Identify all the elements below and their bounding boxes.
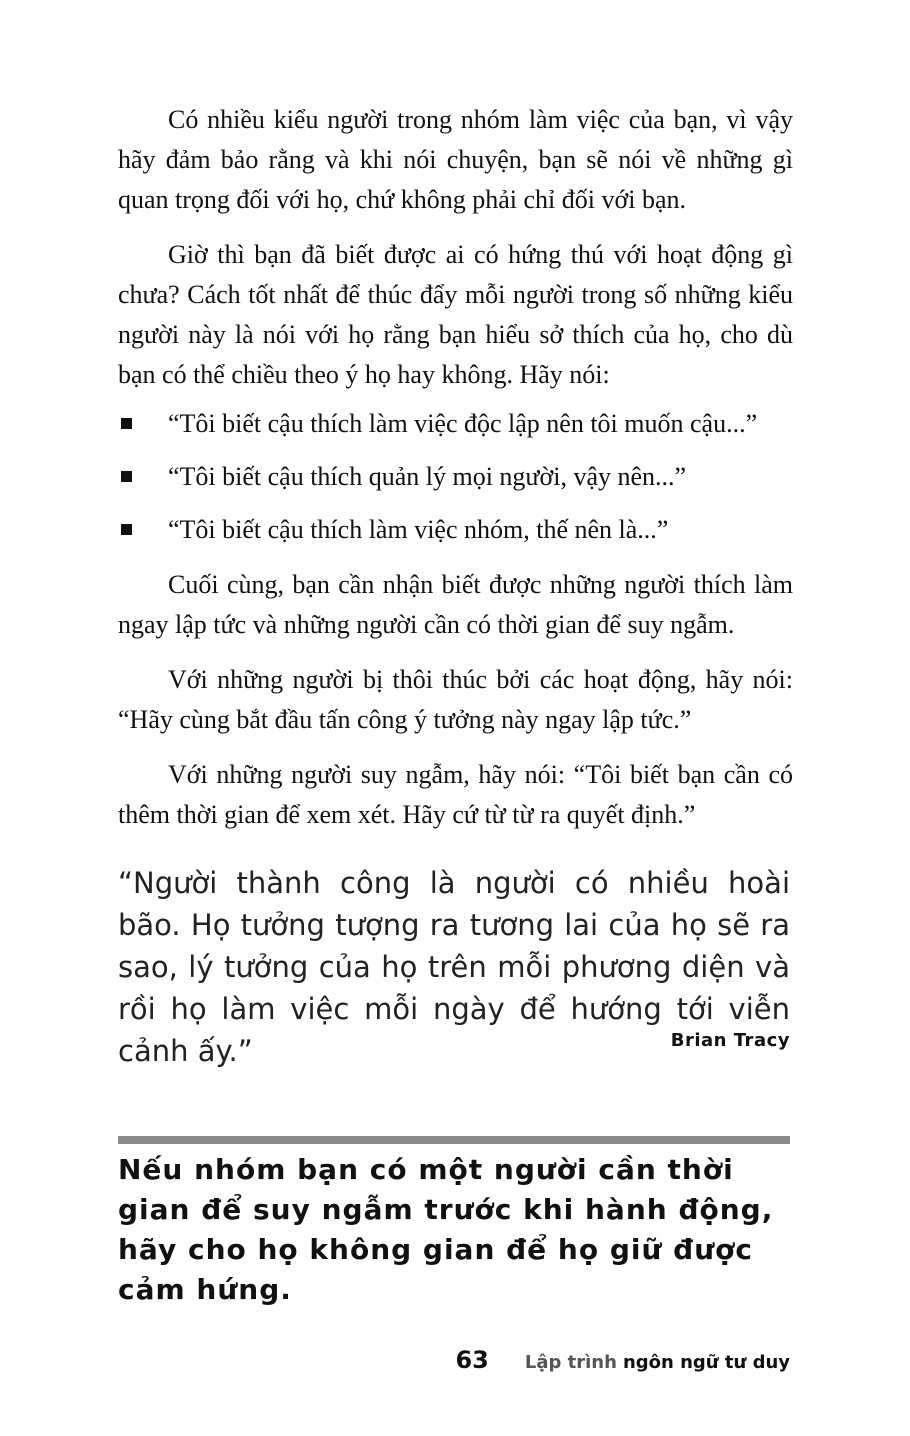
bullet-list (118, 398, 793, 557)
bullet-text: “Tôi biết cậu thích làm việc nhóm, thế nên là...” (168, 515, 669, 544)
divider-rule (118, 1136, 790, 1144)
paragraph-action-vs-reflect: Cuối cùng, bạn cần nhận biết được những người thích làm ngay lập tức và những người cần có thời gian để suy ngẫm. (118, 570, 793, 639)
quote-author: Brian Tracy (670, 1030, 790, 1051)
highlight-callout: Nếu nhóm bạn có một người cần thời gian để suy ngẫm trước khi hành động, hãy cho họ không gian để họ giữ được cảm hứng. (118, 1153, 774, 1306)
list-item (118, 504, 793, 557)
paragraph-interests: Giờ thì bạn đã biết được ai có hứng thú với hoạt động gì chưa? Cách tốt nhất để thúc đẩy mỗi người trong số những kiểu người này là nói với họ rằng bạn hiểu sở thích của họ, cho dù bạn có thể chiều theo ý họ hay không. Hãy nói: (118, 240, 793, 389)
quote-text: “Người thành công là người có nhiều hoài bão. Họ tưởng tượng ra tương lai của họ sẽ ra sao, lý tưởng của họ trên mỗi phương diện và rồi họ làm việc mỗi ngày để hướng tới viễn cảnh ấy.” (118, 866, 790, 1068)
bullet-text: “Tôi biết cậu thích làm việc độc lập nên tôi muốn cậu...” (168, 409, 758, 438)
page-number: 63 (455, 1346, 489, 1374)
page-footer (455, 1346, 790, 1380)
paragraph-action-people: Với những người bị thôi thúc bởi các hoạt động, hãy nói: “Hãy cùng bắt đầu tấn công ý tưởng này ngay lập tức.” (118, 665, 793, 734)
paragraph-team-types: Có nhiều kiểu người trong nhóm làm việc của bạn, vì vậy hãy đảm bảo rằng và khi nói chuyện, bạn sẽ nói về những gì quan trọng đối với họ, chứ không phải chỉ đối với bạn. (118, 105, 793, 214)
list-item (118, 451, 793, 504)
book-title-part2: ngôn ngữ tư duy (622, 1352, 790, 1373)
square-bullet-icon (121, 524, 132, 535)
book-title-part1: Lập trình (524, 1352, 617, 1373)
paragraph-reflective-people: Với những người suy ngẫm, hãy nói: “Tôi biết bạn cần có thêm thời gian để xem xét. Hãy cứ từ từ ra quyết định.” (118, 760, 793, 829)
square-bullet-icon (121, 418, 132, 429)
bullet-text: “Tôi biết cậu thích quản lý mọi người, vậy nên...” (168, 462, 687, 491)
list-item (118, 398, 793, 451)
square-bullet-icon (121, 471, 132, 482)
